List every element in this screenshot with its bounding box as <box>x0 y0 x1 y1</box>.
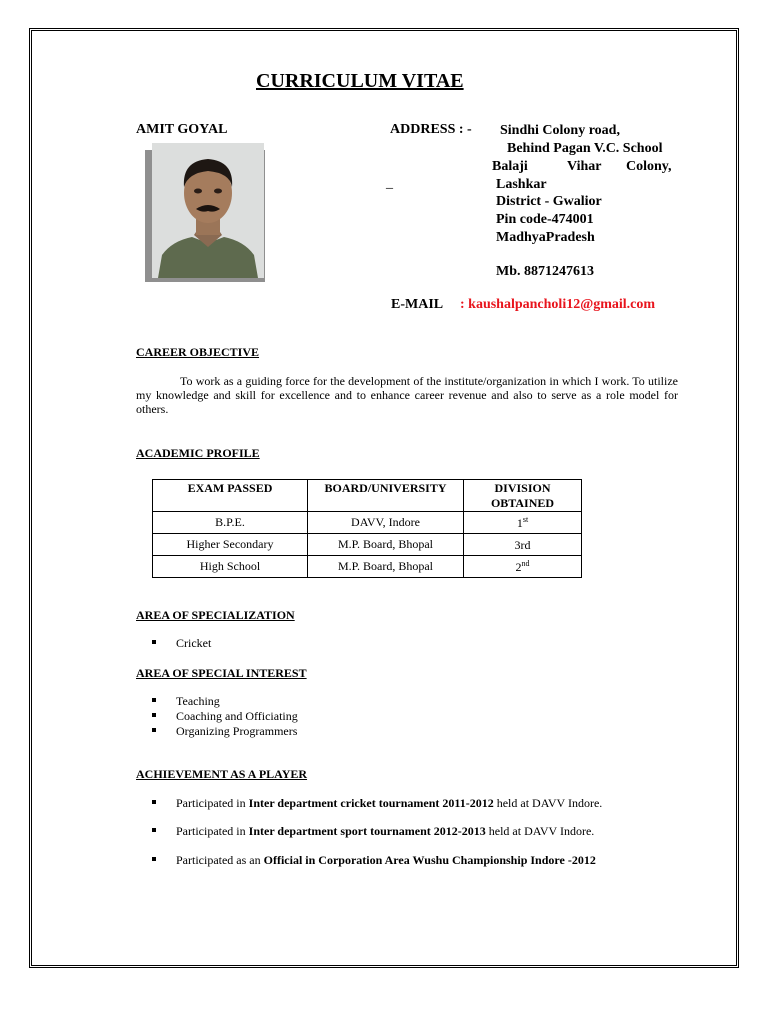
cell-exam: High School <box>153 556 308 578</box>
list-item <box>152 796 602 811</box>
achievement-list <box>152 796 602 811</box>
achievement-text-pre: Participated as an <box>176 853 264 867</box>
list-item-text: Cricket <box>176 636 212 650</box>
achievement-text-post: held at DAVV Indore. <box>485 824 595 838</box>
career-objective-heading: CAREER OBJECTIVE <box>136 345 260 359</box>
header-division: DIVISION OBTAINED <box>464 480 582 512</box>
table-row <box>153 512 582 534</box>
address-line-4: Lashkar <box>496 177 547 192</box>
division-suffix: nd <box>521 558 530 568</box>
cell-board: DAVV, Indore <box>308 512 464 534</box>
career-objective-body: To work as a guiding force for the development of the institute/organization in which I work. To utilize my knowledge and skill for excellence and to enhance career revenue and also to serve as a role model for others. <box>136 374 678 416</box>
achievement-text-pre: Participated in <box>176 824 249 838</box>
cell-board: M.P. Board, Bhopal <box>308 556 464 578</box>
list-item-text: Organizing Programmers <box>176 724 298 738</box>
academic-profile-heading: ACADEMIC PROFILE <box>136 446 260 460</box>
interest-list <box>152 694 298 739</box>
candidate-photo <box>152 143 264 278</box>
list-item <box>152 636 211 651</box>
mobile-number: Mb. 8871247613 <box>496 264 594 279</box>
academic-table <box>152 479 582 578</box>
address-line-2: Behind Pagan V.C. School <box>507 141 663 156</box>
special-interest-heading: AREA OF SPECIAL INTEREST <box>136 666 307 680</box>
specialization-list <box>152 636 211 651</box>
cell-division <box>464 534 582 556</box>
table-row <box>153 534 582 556</box>
address-line-5: District - Gwalior <box>496 194 602 209</box>
address-line-7: MadhyaPradesh <box>496 230 595 245</box>
division-suffix: st <box>522 514 529 524</box>
document-title: CURRICULUM VITAE <box>256 70 464 92</box>
cell-board: M.P. Board, Bhopal <box>308 534 464 556</box>
address-line-6: Pin code-474001 <box>496 212 594 227</box>
cell-division <box>464 556 582 578</box>
list-item <box>152 853 596 868</box>
bullet-icon <box>152 640 156 644</box>
achievement-text-bold: Inter department cricket tournament 2011-2012 <box>248 796 494 810</box>
address-dash: _ <box>386 176 393 191</box>
list-item <box>152 724 298 739</box>
address-line-3c: Colony, <box>626 159 672 174</box>
achievement-text-bold: Inter department sport tournament 2012-2013 <box>248 824 486 838</box>
address-label: ADDRESS : - <box>390 122 472 137</box>
table-header-row <box>153 480 582 512</box>
achievement-list <box>152 853 596 868</box>
bullet-icon <box>152 800 156 804</box>
specialization-heading: AREA OF SPECIALIZATION <box>136 608 295 622</box>
address-line-1: Sindhi Colony road, <box>500 123 620 138</box>
cell-exam: B.P.E. <box>153 512 308 534</box>
bullet-icon <box>152 728 156 732</box>
achievement-text-post: held at DAVV Indore. <box>493 796 603 810</box>
achievement-list <box>152 824 594 839</box>
list-item <box>152 694 298 709</box>
achievement-text-pre: Participated in <box>176 796 249 810</box>
header-exam: EXAM PASSED <box>153 480 308 512</box>
bullet-icon <box>152 698 156 702</box>
cell-exam: Higher Secondary <box>153 534 308 556</box>
candidate-name: AMIT GOYAL <box>136 122 228 137</box>
bullet-icon <box>152 857 156 861</box>
achievement-text-bold: Official in Corporation Area Wushu Championship Indore -2012 <box>263 853 596 867</box>
list-item <box>152 709 298 724</box>
division-value: 2 <box>515 559 522 574</box>
email-value: : kaushalpancholi12@gmail.com <box>460 297 656 312</box>
cell-division <box>464 512 582 534</box>
header-board: BOARD/UNIVERSITY <box>308 480 464 512</box>
division-value: 1 <box>516 515 523 530</box>
achievement-heading: ACHIEVEMENT AS A PLAYER <box>136 767 308 781</box>
table-row <box>153 556 582 578</box>
list-item-text: Teaching <box>176 694 220 708</box>
bullet-icon <box>152 828 156 832</box>
division-value: 3rd <box>514 537 531 552</box>
email-label: E-MAIL <box>391 297 444 312</box>
portrait-icon <box>152 143 264 278</box>
list-item-text: Coaching and Officiating <box>176 709 298 723</box>
address-line-3a: Balaji <box>492 159 528 174</box>
address-line-3b: Vihar <box>567 159 602 174</box>
bullet-icon <box>152 713 156 717</box>
career-objective-text <box>136 374 678 416</box>
list-item <box>152 824 594 839</box>
